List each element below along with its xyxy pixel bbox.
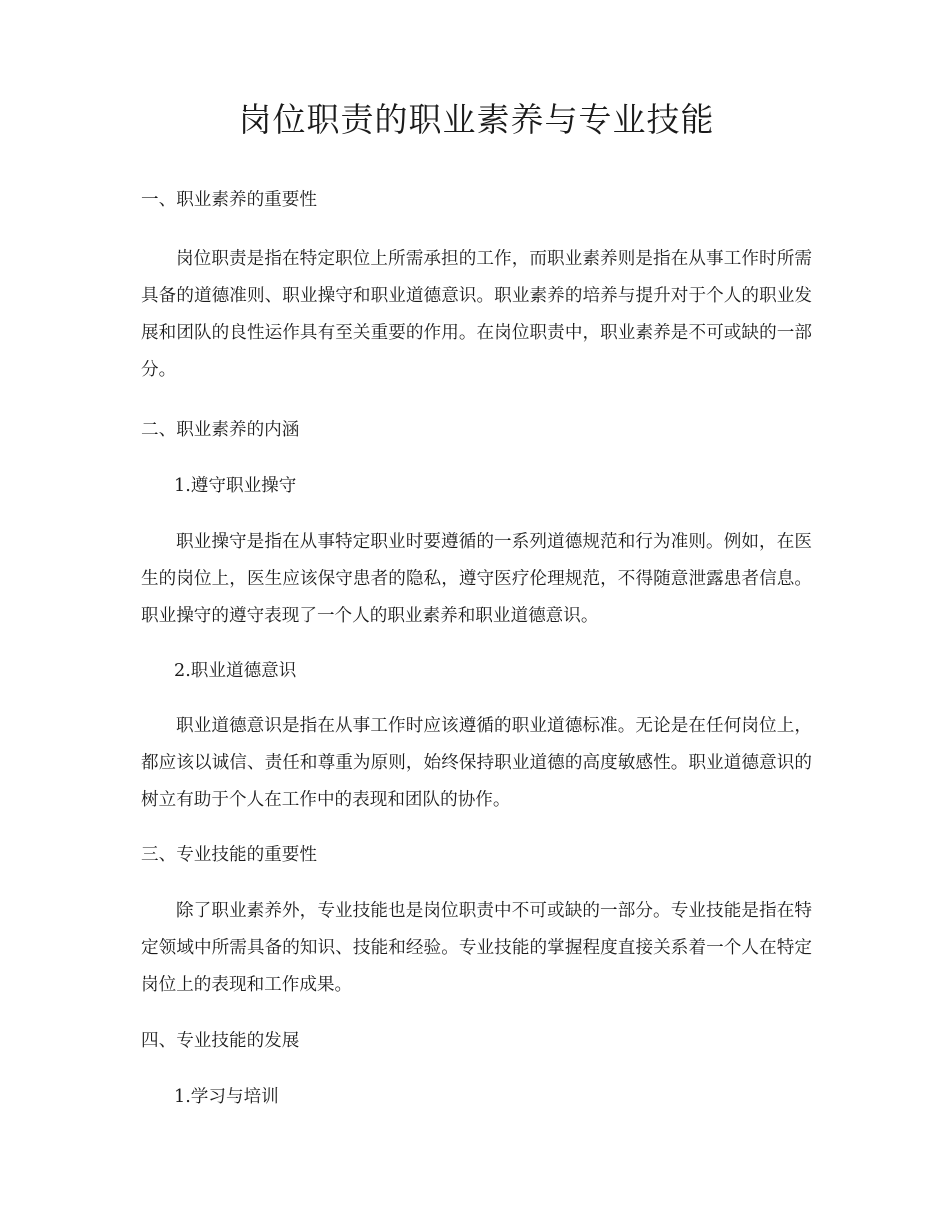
section-heading-1: 一、职业素养的重要性	[141, 190, 317, 210]
document-title: 岗位职责的职业素养与专业技能	[238, 100, 715, 139]
subsection-heading-2-1: 1.遵守职业操守	[174, 476, 297, 496]
section-heading-2: 二、职业素养的内涵	[141, 420, 300, 440]
subsection-heading-4-1: 1.学习与培训	[174, 1087, 279, 1107]
section-heading-3: 三、专业技能的重要性	[141, 845, 317, 865]
subsection-heading-2-2: 2.职业道德意识	[174, 661, 297, 681]
section-paragraph-1: 岗位职责是指在特定职位上所需承担的工作，而职业素养则是指在从事工作时所需具备的道德准则、职业操守和职业道德意识。职业素养的培养与提升对于个人的职业发展和团队的良性运作具有至关重要的作用。在岗位职责中，职业素养是不可或缺的一部分。	[141, 249, 812, 380]
section-paragraph-3: 除了职业素养外，专业技能也是岗位职责中不可或缺的一部分。专业技能是指在特定领域中所需具备的知识、技能和经验。专业技能的掌握程度直接关系着一个人在特定岗位上的表现和工作成果。	[141, 901, 812, 995]
subsection-paragraph-2-1: 职业操守是指在从事特定职业时要遵循的一系列道德规范和行为准则。例如，在医生的岗位上，医生应该保守患者的隐私，遵守医疗伦理规范，不得随意泄露患者信息。职业操守的遵守表现了一个人的职业素养和职业道德意识。	[141, 532, 812, 626]
subsection-paragraph-2-2: 职业道德意识是指在从事工作时应该遵循的职业道德标准。无论是在任何岗位上，都应该以诚信、责任和尊重为原则，始终保持职业道德的高度敏感性。职业道德意识的树立有助于个人在工作中的表现和团队的协作。	[141, 716, 812, 810]
section-heading-4: 四、专业技能的发展	[141, 1031, 300, 1051]
